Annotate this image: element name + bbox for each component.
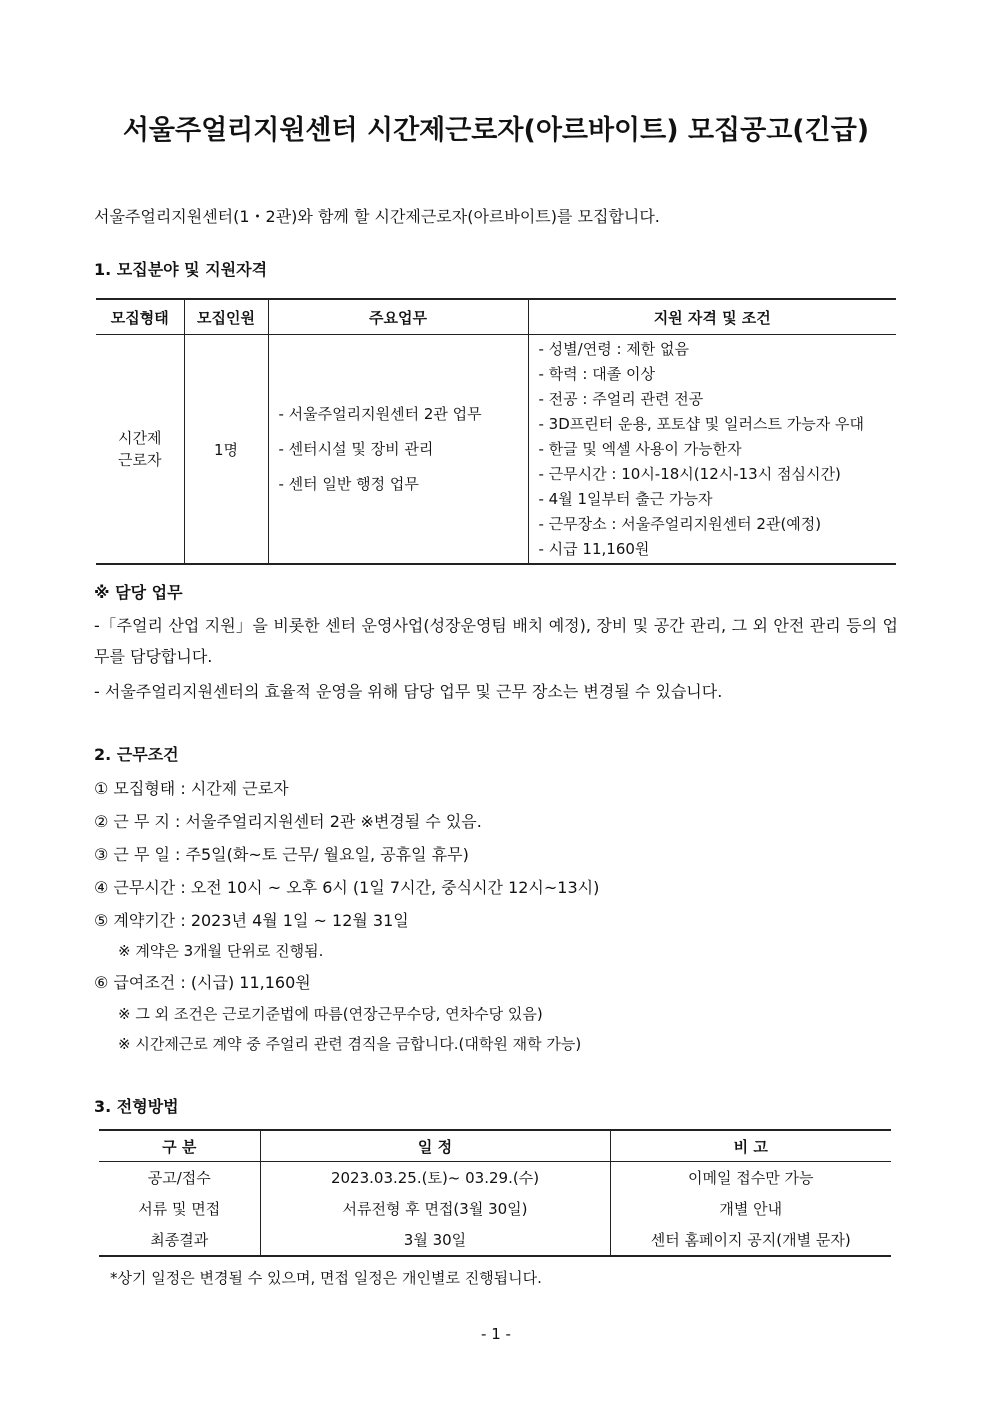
cell-category: 최종결과 bbox=[99, 1224, 260, 1256]
condition-item: ③ 근 무 일 : 주5일(화~토 근무/ 월요일, 공휴일 휴무) bbox=[94, 845, 469, 864]
duty-item: - 센터 일반 행정 업무 bbox=[278, 474, 419, 493]
table-header-row bbox=[99, 1130, 891, 1162]
type-line1: 시간제 bbox=[118, 429, 162, 447]
header-type: 모집형태 bbox=[96, 299, 184, 335]
qualification-item: - 근무시간 : 10시-18시(12시-13시 점심시간) bbox=[538, 465, 841, 483]
schedule-footnote: *상기 일정은 변경될 수 있으며, 면접 일정은 개인별로 진행됩니다. bbox=[110, 1269, 542, 1287]
page-title: 서울주얼리지원센터 시간제근로자(아르바이트) 모집공고(긴급) bbox=[122, 115, 870, 146]
cell-type bbox=[96, 335, 184, 565]
duty-item: - 센터시설 및 장비 관리 bbox=[278, 439, 434, 458]
table-row bbox=[99, 1193, 891, 1224]
salary-note: ※ 그 외 조건은 근로기준법에 따름(연장근무수당, 연차수당 있음) bbox=[118, 1005, 543, 1023]
cell-remarks: 센터 홈페이지 공지(개별 문자) bbox=[610, 1224, 891, 1256]
cell-category: 서류 및 면접 bbox=[99, 1193, 260, 1224]
table-row bbox=[99, 1162, 891, 1194]
duty-item: - 서울주얼리지원센터 2관 업무 bbox=[278, 404, 482, 423]
header-qualifications: 지원 자격 및 조건 bbox=[528, 299, 896, 335]
cell-remarks: 개별 안내 bbox=[610, 1193, 891, 1224]
condition-item: ⑥ 급여조건 : (시급) 11,160원 bbox=[94, 973, 311, 992]
cell-count: 1명 bbox=[184, 335, 268, 565]
recruitment-table bbox=[96, 298, 896, 565]
cell-qualifications bbox=[528, 335, 896, 565]
table-row bbox=[96, 335, 896, 565]
table-header-row bbox=[96, 299, 896, 335]
qualification-item: - 한글 및 엑셀 사용이 가능한자 bbox=[538, 440, 742, 458]
duties-note-paragraph: -「주얼리 산업 지원」을 비롯한 센터 운영사업(성장운영팀 배치 예정), 장비 및 공간 관리, 그 외 안전 관리 등의 업무를 담당합니다. bbox=[94, 616, 898, 666]
intro-text: 서울주얼리지원센터(1・2관)와 함께 할 시간제근로자(아르바이트)를 모집합니다. bbox=[94, 207, 660, 226]
qualification-item: - 성별/연령 : 제한 없음 bbox=[538, 340, 690, 358]
section2-heading: 2. 근무조건 bbox=[94, 745, 179, 764]
qualification-item: - 근무장소 : 서울주얼리지원센터 2관(예정) bbox=[538, 515, 822, 533]
table-row bbox=[99, 1224, 891, 1256]
cell-remarks: 이메일 접수만 가능 bbox=[610, 1162, 891, 1194]
qualification-item: - 학력 : 대졸 이상 bbox=[538, 365, 655, 383]
selection-table bbox=[99, 1129, 891, 1257]
salary-note: ※ 시간제근로 계약 중 주얼리 관련 겸직을 금합니다.(대학원 재학 가능) bbox=[118, 1035, 582, 1053]
duties-note-paragraph: - 서울주얼리지원센터의 효율적 운영을 위해 담당 업무 및 근무 장소는 변경될 수 있습니다. bbox=[94, 682, 723, 701]
section3-heading: 3. 전형방법 bbox=[94, 1097, 179, 1116]
cell-schedule: 서류전형 후 면접(3월 30일) bbox=[260, 1193, 610, 1224]
qualification-item: - 4월 1일부터 출근 가능자 bbox=[538, 490, 713, 508]
header-category: 구 분 bbox=[99, 1130, 260, 1162]
header-duties: 주요업무 bbox=[268, 299, 528, 335]
condition-item: ② 근 무 지 : 서울주얼리지원센터 2관 ※변경될 수 있음. bbox=[94, 812, 482, 831]
qualification-item: - 전공 : 주얼리 관련 전공 bbox=[538, 390, 704, 408]
condition-item: ⑤ 계약기간 : 2023년 4월 1일 ~ 12월 31일 bbox=[94, 911, 409, 930]
type-line2: 근로자 bbox=[118, 451, 162, 469]
qualification-item: - 3D프린터 운용, 포토샵 및 일러스트 가능자 우대 bbox=[538, 415, 864, 433]
cell-duties bbox=[268, 335, 528, 565]
section1-heading: 1. 모집분야 및 지원자격 bbox=[94, 260, 268, 279]
page-number: - 1 - bbox=[481, 1325, 511, 1343]
cell-category: 공고/접수 bbox=[99, 1162, 260, 1194]
condition-item: ④ 근무시간 : 오전 10시 ~ 오후 6시 (1일 7시간, 중식시간 12시~13시) bbox=[94, 878, 600, 897]
cell-schedule: 3월 30일 bbox=[260, 1224, 610, 1256]
cell-schedule: 2023.03.25.(토)~ 03.29.(수) bbox=[260, 1162, 610, 1194]
header-schedule: 일 정 bbox=[260, 1130, 610, 1162]
condition-item: ① 모집형태 : 시간제 근로자 bbox=[94, 779, 289, 798]
duties-note-heading: ※ 담당 업무 bbox=[94, 583, 183, 602]
header-remarks: 비 고 bbox=[610, 1130, 891, 1162]
contract-note: ※ 계약은 3개월 단위로 진행됨. bbox=[118, 942, 324, 960]
qualification-item: - 시급 11,160원 bbox=[538, 540, 650, 558]
header-count: 모집인원 bbox=[184, 299, 268, 335]
